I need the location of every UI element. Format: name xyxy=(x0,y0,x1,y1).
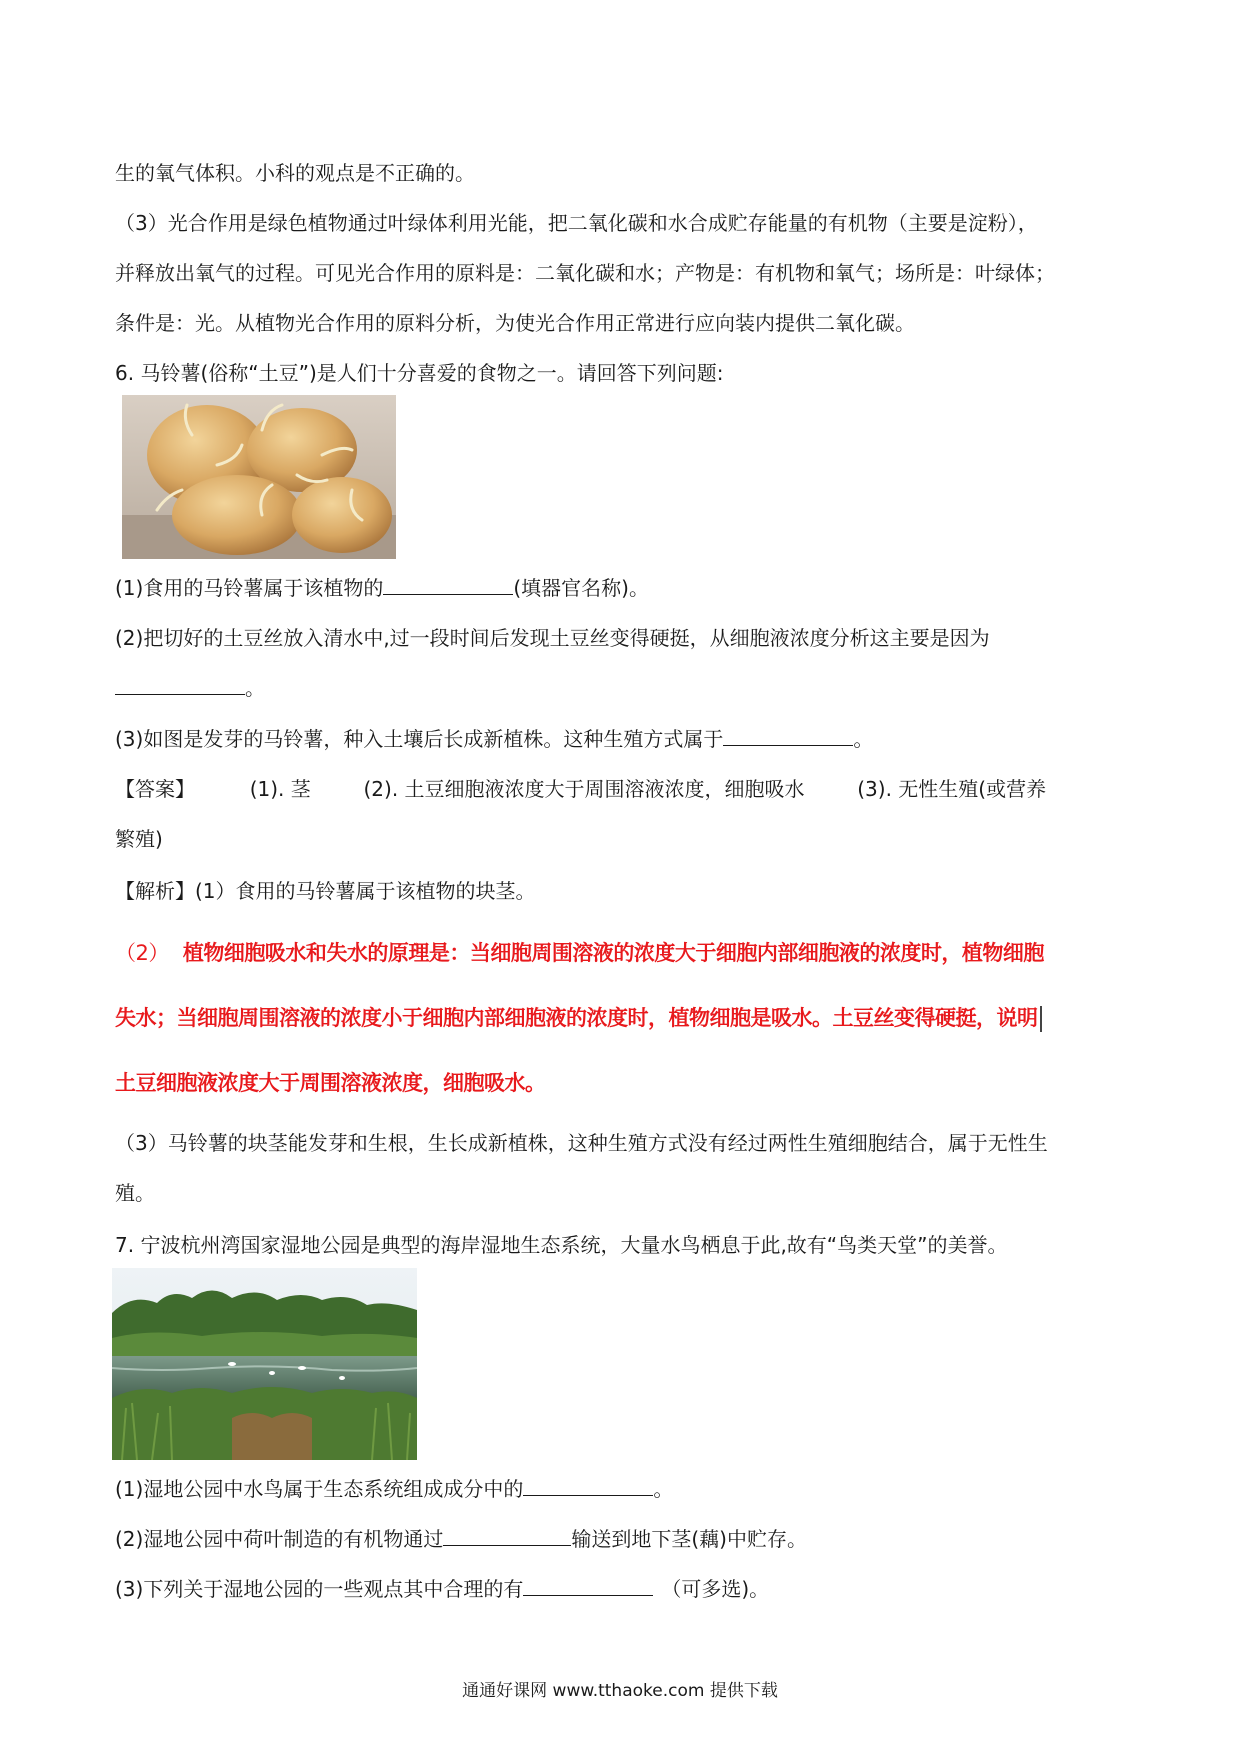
q6-analysis-3-cont: 殖。 xyxy=(115,1181,155,1205)
red-num: （2） xyxy=(115,941,169,965)
q6-answer-continued: 繁殖) xyxy=(115,827,163,851)
q6-part-2: (2)把切好的土豆丝放入清水中,过一段时间后发现土豆丝变得硬挺，从细胞液浓度分析这主要是因为 xyxy=(115,626,990,650)
text-line: 条件是：光。从植物光合作用的原料分析，为使光合作用正常进行应向装内提供二氧化碳。 xyxy=(115,311,915,335)
q7-p2-text: (2)湿地公园中荷叶制造的有机物通过 xyxy=(115,1527,444,1551)
q7-p1-text: (1)湿地公园中水鸟属于生态系统组成成分中的 xyxy=(115,1477,524,1501)
wetland-image xyxy=(112,1268,417,1460)
q7-part-3 xyxy=(115,1576,769,1602)
question-6-stem: 6. 马铃薯(俗称“土豆”)是人们十分喜爱的食物之一。请回答下列问题: xyxy=(115,361,724,385)
q6-p2-suffix: 。 xyxy=(245,676,265,700)
text-line: 生的氧气体积。小科的观点是不正确的。 xyxy=(115,161,475,185)
q6-p3-text: (3)如图是发芽的马铃薯，种入土壤后长成新植株。这种生殖方式属于 xyxy=(115,727,724,751)
answer-blank[interactable] xyxy=(523,1477,653,1496)
answer-label: 【答案】 xyxy=(115,777,195,801)
text-line: （3）光合作用是绿色植物通过叶绿体利用光能，把二氧化碳和水合成贮存能量的有机物（主要是淀粉）， xyxy=(115,211,1038,235)
q7-p3-suffix: （可多选)。 xyxy=(661,1577,770,1601)
answer-blank[interactable] xyxy=(115,676,245,695)
q6-part-2-blank-line xyxy=(115,675,265,701)
question-7-stem: 7. 宁波杭州湾国家湿地公园是典型的海岸湿地生态系统，大量水鸟栖息于此,故有“鸟类天堂”的美誉。 xyxy=(115,1233,1008,1257)
q7-p1-suffix: 。 xyxy=(653,1477,674,1501)
q6-analysis-3: （3）马铃薯的块茎能发芽和生根，生长成新植株，这种生殖方式没有经过两性生殖细胞结合，属于无性生 xyxy=(115,1131,1048,1155)
wetland-photo xyxy=(112,1268,417,1460)
q7-p2-suffix: 输送到地下茎(藕)中贮存。 xyxy=(571,1527,807,1551)
answer-item-3: (3). 无性生殖(或营养 xyxy=(857,777,1047,801)
q6-part-1 xyxy=(115,575,649,601)
q7-p3-text: (3)下列关于湿地公园的一些观点其中合理的有 xyxy=(115,1577,524,1601)
q6-analysis-red-1 xyxy=(115,940,1044,966)
q6-p3-suffix: 。 xyxy=(853,727,874,751)
q6-analysis-red-3: 土豆细胞液浓度大于周围溶液浓度，细胞吸水。 xyxy=(115,1071,546,1095)
page-footer: 通通好课网 www.tthaoke.com 提供下载 xyxy=(462,1681,778,1701)
text-line: 并释放出氧气的过程。可见光合作用的原料是：二氧化碳和水；产物是：有机物和氧气；场所是：叶绿体； xyxy=(115,261,1055,285)
red-text: 植物细胞吸水和失水的原理是：当细胞周围溶液的浓度大于细胞内部细胞液的浓度时，植物细胞 xyxy=(182,941,1044,965)
answer-blank[interactable] xyxy=(723,727,853,746)
q6-p1-text: (1)食用的马铃薯属于该植物的 xyxy=(115,576,384,600)
sprouting-potato-image xyxy=(122,395,396,559)
text-cursor xyxy=(1040,1006,1042,1032)
q6-answer xyxy=(115,776,1046,802)
q6-analysis-1: 【解析】(1）食用的马铃薯属于该植物的块茎。 xyxy=(115,879,536,903)
answer-item-1: (1). 茎 xyxy=(249,777,311,801)
q6-part-3 xyxy=(115,726,873,752)
q7-part-2 xyxy=(115,1526,807,1552)
q6-p1-suffix: (填器官名称)。 xyxy=(513,576,649,600)
red-text: 失水；当细胞周围溶液的浓度小于细胞内部细胞液的浓度时，植物细胞是吸水。土豆丝变得硬挺，说明 xyxy=(115,1006,1038,1030)
answer-blank[interactable] xyxy=(383,576,513,595)
answer-item-2: (2). 土豆细胞液浓度大于周围溶液浓度，细胞吸水 xyxy=(363,777,805,801)
q6-analysis-red-2 xyxy=(115,1005,1042,1032)
answer-blank[interactable] xyxy=(443,1527,571,1546)
q7-part-1 xyxy=(115,1476,673,1502)
answer-blank[interactable] xyxy=(523,1577,653,1596)
potato-photo xyxy=(122,395,396,559)
